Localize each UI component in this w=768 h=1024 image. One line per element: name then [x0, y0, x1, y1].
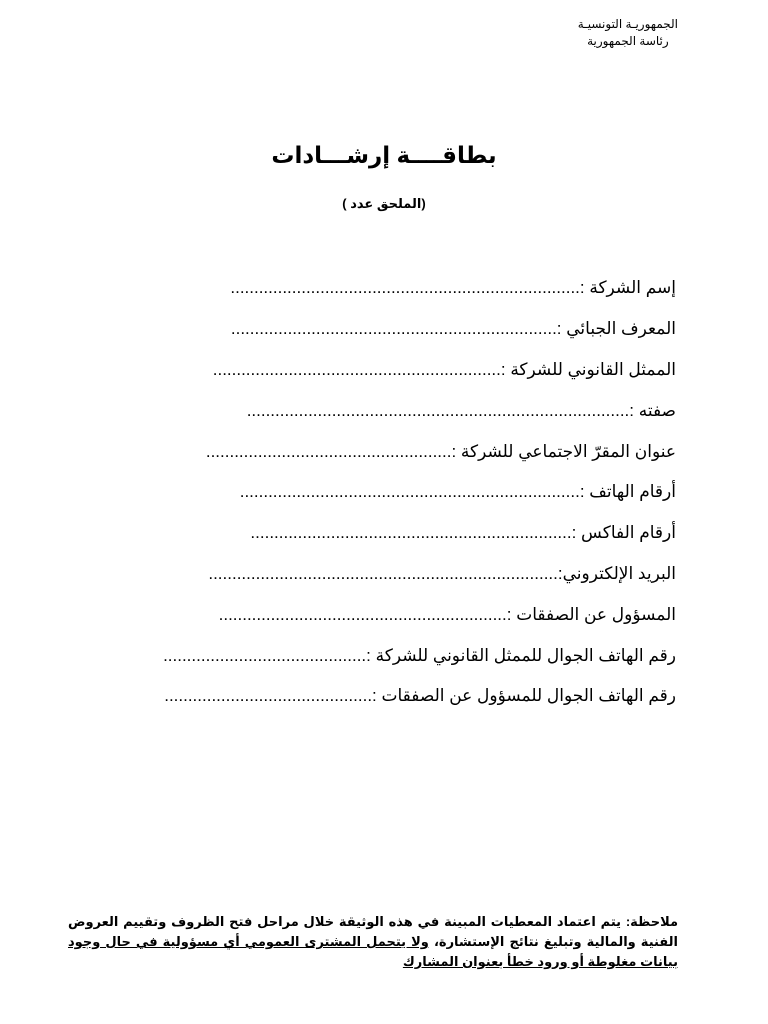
field-email — [56, 554, 676, 595]
field-headquarters-address — [56, 431, 676, 472]
field-phone-numbers — [56, 472, 676, 513]
field-blank: ............................................ — [164, 686, 373, 706]
field-label: المسؤول عن الصفقات : — [506, 604, 676, 624]
field-blank: ................................................................................. — [246, 400, 630, 420]
field-label: البريد الإلكتروني: — [557, 563, 676, 583]
field-label: رقم الهاتف الجوال للمسؤول عن الصفقات : — [372, 686, 676, 706]
field-label: إسم الشركة : — [579, 278, 676, 298]
field-label: الممثل القانوني للشركة : — [500, 359, 676, 379]
field-procurement-officer — [56, 594, 676, 635]
form-fields — [56, 268, 676, 717]
field-label: المعرف الجبائي : — [556, 319, 676, 339]
field-label: رقم الهاتف الجوال للممثل القانوني للشركة : — [366, 645, 676, 665]
field-blank: ........................................................................ — [239, 482, 580, 502]
field-blank: ..................................................................... — [230, 319, 557, 339]
field-blank: .................................................... — [205, 441, 452, 461]
header — [578, 16, 678, 50]
field-blank: ............................................................. — [212, 359, 501, 379]
field-label: عنوان المقرّ الاجتماعي للشركة : — [451, 441, 676, 461]
header-country: الجمهوريـة التونسيـة — [577, 17, 678, 31]
field-blank: .......................................................................... — [208, 563, 558, 583]
field-tax-id — [56, 309, 676, 350]
note-underlined-text: ولا يتحمل المشترى العمومي أي مسؤولية في حال وجود بيانات مغلوطة أو ورود خطأ بعنوان المشارك — [68, 934, 678, 969]
field-label: صفته : — [629, 400, 676, 420]
field-representative-mobile — [56, 635, 676, 676]
field-blank: .......................................................................... — [230, 278, 580, 298]
field-position — [56, 390, 676, 431]
field-label: أرقام الفاكس : — [571, 523, 676, 543]
annex-number: (الملحق عدد ) — [342, 196, 426, 211]
field-blank: .................................................................... — [250, 523, 572, 543]
field-blank: ............................................................. — [218, 604, 507, 624]
header-presidency: رئاسة الجمهورية — [587, 34, 669, 48]
field-fax-numbers — [56, 513, 676, 554]
footer-note — [68, 912, 678, 972]
field-company-name — [56, 268, 676, 309]
note-text: ملاحظة: يتم اعتماد المعطيات المبينة في هذه الوثيقة خلال مراحل فتح الظروف وتقييم العروض الفنية والمالية وتبليغ نتائج الإستشارة، — [68, 914, 678, 949]
page-title: بطاقــــة إرشـــادات — [271, 142, 497, 168]
field-label: أرقام الهاتف : — [579, 482, 676, 502]
field-blank: ........................................... — [163, 645, 367, 665]
field-officer-mobile — [56, 676, 676, 717]
field-legal-representative — [56, 350, 676, 391]
